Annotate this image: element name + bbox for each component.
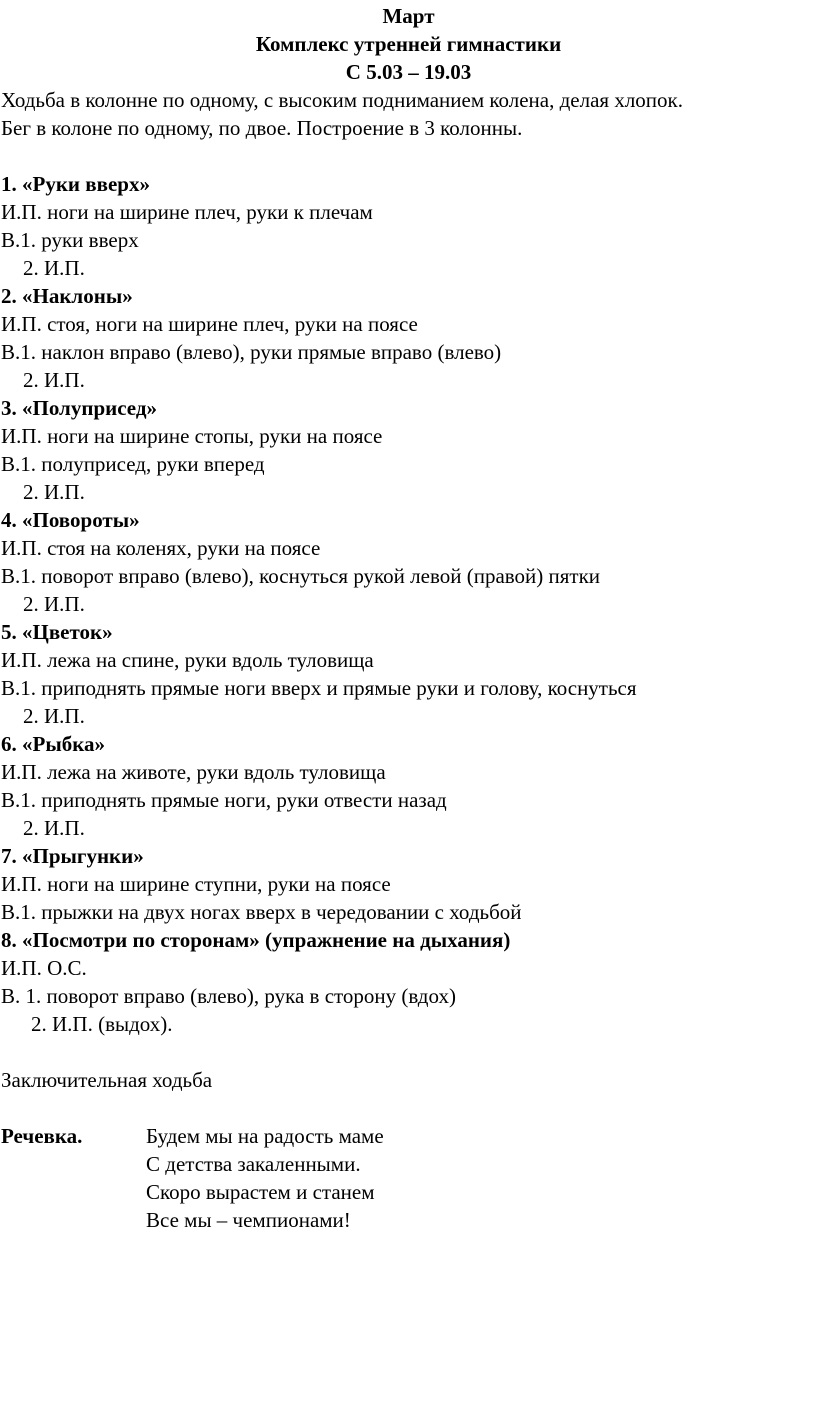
month-title: Март	[382, 4, 435, 28]
exercise-start-position: И.П. лежа на животе, руки вдоль туловища	[1, 760, 386, 784]
exercise-step: 2. И.П.	[23, 592, 85, 616]
exercise-start-position: И.П. лежа на спине, руки вдоль туловища	[1, 648, 374, 672]
exercise-start-position: И.П. ноги на ширине ступни, руки на поясе	[1, 872, 391, 896]
document-title: Комплекс утренней гимнастики	[255, 32, 562, 56]
exercise-step: В.1. наклон вправо (влево), руки прямые вправо (влево)	[1, 340, 502, 364]
exercise-start-position: И.П. ноги на ширине стопы, руки на поясе	[1, 424, 383, 448]
chant-line: Все мы – чемпионами!	[146, 1208, 351, 1232]
chant-line: С детства закаленными.	[146, 1152, 361, 1176]
chant-label: Речевка.	[1, 1124, 83, 1148]
spacer	[0, 142, 816, 170]
exercise-heading: 2. «Наклоны»	[1, 284, 133, 308]
date-range: С 5.03 – 19.03	[345, 60, 472, 84]
exercise-heading: 3. «Полуприсед»	[1, 396, 157, 420]
exercise-step: В.1. поворот вправо (влево), коснуться рукой левой (правой) пятки	[1, 564, 601, 588]
exercise-heading: 4. «Повороты»	[1, 508, 140, 532]
chant-line: Скоро вырастем и станем	[146, 1180, 375, 1204]
exercise-step: 2. И.П.	[23, 256, 85, 280]
exercise-step: В. 1. поворот вправо (влево), рука в сторону (вдох)	[1, 984, 456, 1008]
exercise-step: 2. И.П.	[23, 480, 85, 504]
exercise-heading: 5. «Цветок»	[1, 620, 113, 644]
document-page	[0, 2, 816, 1234]
exercise-step: 2. И.П.	[23, 816, 85, 840]
exercise-heading: 8. «Посмотри по сторонам» (упражнение на дыхания)	[1, 928, 511, 952]
exercise-start-position: И.П. ноги на ширине плеч, руки к плечам	[1, 200, 373, 224]
intro-line: Ходьба в колонне по одному, с высоким подниманием колена, делая хлопок.	[1, 88, 683, 112]
exercise-step: В.1. прыжки на двух ногах вверх в чередовании с ходьбой	[1, 900, 522, 924]
exercise-step: В.1. руки вверх	[1, 228, 139, 252]
spacer	[0, 1094, 816, 1122]
spacer	[0, 1038, 816, 1066]
exercise-step: 2. И.П.	[23, 368, 85, 392]
exercise-start-position: И.П. стоя на коленях, руки на поясе	[1, 536, 321, 560]
chant-block	[0, 1122, 816, 1234]
exercise-step: В.1. приподнять прямые ноги, руки отвести назад	[1, 788, 447, 812]
closing-walk: Заключительная ходьба	[1, 1068, 213, 1092]
chant-verse	[146, 1122, 384, 1234]
exercise-start-position: И.П. О.С.	[1, 956, 87, 980]
exercise-heading: 7. «Прыгунки»	[1, 844, 144, 868]
exercise-step: В.1. полуприсед, руки вперед	[1, 452, 265, 476]
chant-line: Будем мы на радость маме	[146, 1124, 384, 1148]
exercise-step: В.1. приподнять прямые ноги вверх и прямые руки и голову, коснуться	[1, 676, 637, 700]
exercise-step: 2. И.П.	[23, 704, 85, 728]
exercise-heading: 1. «Руки вверх»	[1, 172, 150, 196]
exercise-heading: 6. «Рыбка»	[1, 732, 106, 756]
exercise-step: 2. И.П. (выдох).	[31, 1012, 173, 1036]
exercise-start-position: И.П. стоя, ноги на ширине плеч, руки на поясе	[1, 312, 418, 336]
intro-line: Бег в колоне по одному, по двое. Построение в 3 колонны.	[1, 116, 523, 140]
